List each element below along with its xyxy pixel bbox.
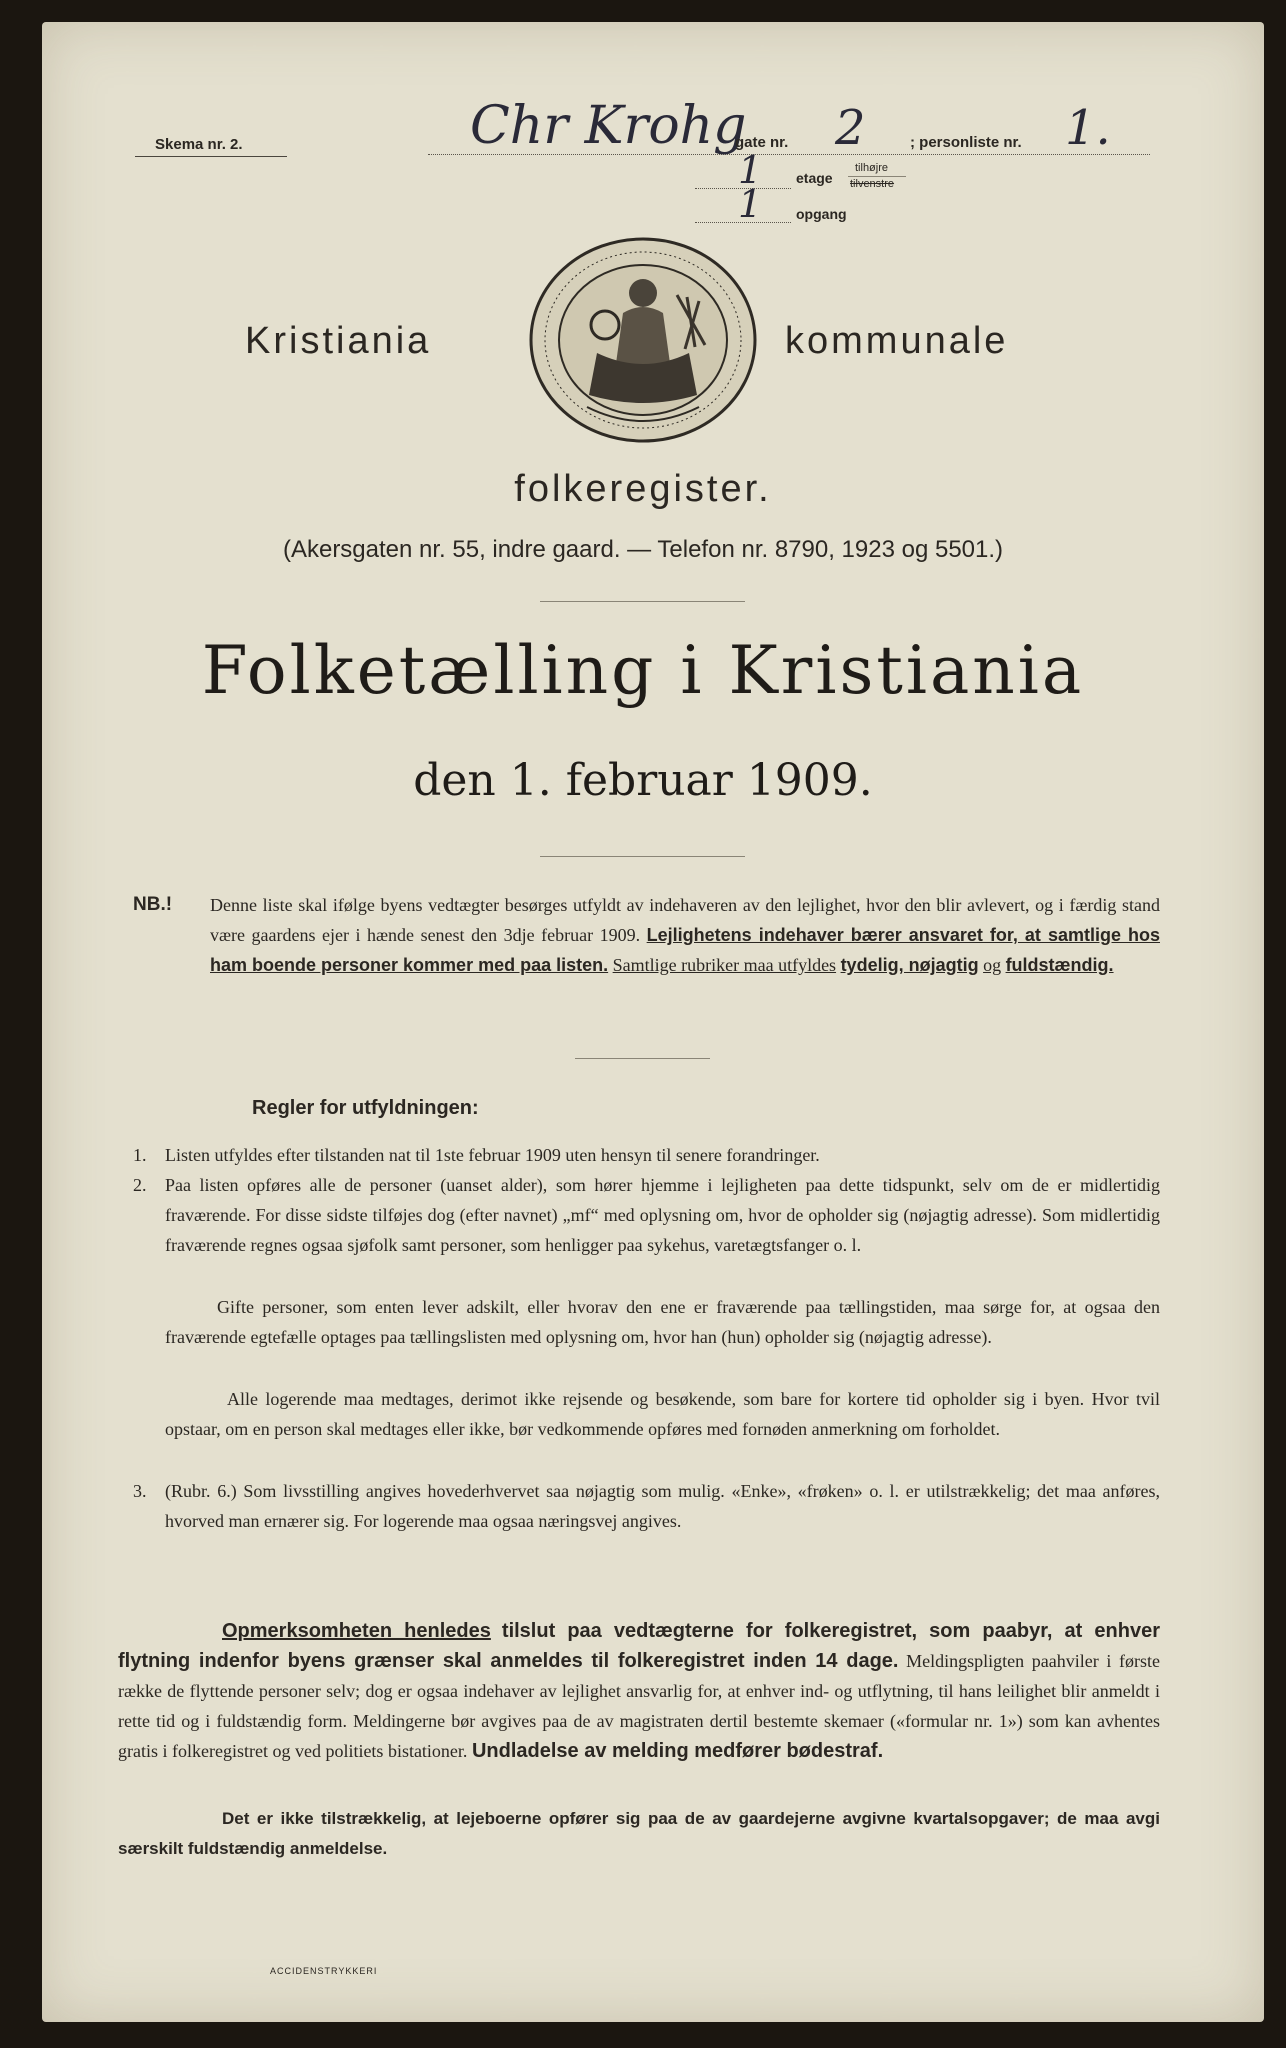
divider-2 — [540, 856, 745, 857]
etage-fraction-line — [848, 176, 906, 177]
rule-3-text: (Rubr. 6.) Som livsstilling angives hovederhvervet saa nøjagtig som mulig. «Enke», «frøken» o. l. er utilstrækkelig; det maa anføres, hvorved man ernærer sig. For logerende maa ogsaa næringsvej angives. — [165, 1481, 1160, 1531]
notice-p4: Det er ikke tilstrækkelig, at lejeboerne opfører sig paa de av gaardejerne avgivne kvartalsopgaver; de maa avgi særskilt fuldstændig anmeldelse. — [118, 1809, 1160, 1858]
masthead-center: folkeregister. — [514, 468, 772, 510]
notice-p1: tilslut paa vedtægterne for folkeregistret, som paabyr, at enhver flytning indenfor byens grænser skal anmeldes til folkeregistret inden 14 dage. — [118, 1620, 1161, 1672]
masthead-right: kommunale — [785, 320, 1009, 362]
rules-heading: Regler for utfyldningen: — [252, 1097, 479, 1119]
rule-2b-text: Gifte personer, som enten lever adskilt, eller hvorav den ene er fraværende paa tællingstiden, maa sørge for, at ogsaa den fraværende egtefælle optages paa tællingslisten med oplysning om, hvor han (hun) opholder sig (nøjagtig adresse). — [165, 1297, 1160, 1347]
main-title: Folketælling i Kristiania — [201, 632, 1085, 709]
etage-number: 1 — [738, 148, 763, 192]
rule-1-number: 1. — [133, 1145, 147, 1165]
rule-3-number: 3. — [133, 1481, 147, 1501]
gate-number: 2 — [835, 100, 866, 156]
rule-2-text: Paa listen opføres alle de personer (uanset alder), som hører hjemme i lejligheten paa dette tidspunkt, selv om de er midlertidig fraværende. For disse sidste tilføjes dog (efter navnet) „mf“ med oplysning om, hvor de opholder sig (nøjagtig adresse). Som midlertidig fraværende regnes ogsaa sjøfolk samt personer, som henligger paa sykehus, varetægtsfanger o. l. — [165, 1175, 1160, 1255]
gate-label: gate nr. — [735, 134, 789, 151]
schema-underline — [135, 156, 287, 157]
opgang-number: 1 — [738, 182, 763, 226]
city-seal-icon — [527, 235, 759, 445]
notice-paragraph — [118, 1616, 1160, 1766]
rule-2-number: 2. — [133, 1175, 147, 1195]
etage-right: tilhøjre — [855, 162, 889, 174]
nb-text-1: Denne liste skal ifølge byens vedtægter besørges utfyldt av indehaveren av den lejlighet, hvor den blir avlevert, og i færdig stand være gaardens ejer i hænde senest den 3dje februar 1909. — [210, 895, 1160, 945]
masthead-left: Kristiania — [245, 320, 432, 362]
notice-lead: Opmerksomheten henledes — [222, 1620, 491, 1642]
divider-1 — [540, 601, 745, 602]
nb-text-2: Samtlige rubriker maa utfyldes — [612, 955, 837, 975]
masthead-address: (Akersgaten nr. 55, indre gaard. — Telefon nr. 8790, 1923 og 5501.) — [282, 536, 1004, 563]
notice-p2: Meldingspligten paahviler i første række de flyttende personer selv; dog er ogsaa indehaver av lejlighet ansvarlig for, at enhver ind- og utflytning, til hans leilighet blir anmeldt i rette tid og i fuldstændig form. Meldingerne bør avgives paa de av magistraten dertil bestemte skemaer («formular nr. 1») som kan avhentes gratis i folkeregistret og ved politiets bistationer. — [118, 1651, 1160, 1761]
nb-paragraph — [210, 890, 1160, 980]
opgang-label: opgang — [796, 206, 847, 222]
rule-1-text: Listen utfyldes efter tilstanden nat til 1ste februar 1909 uten hensyn til senere forandringer. — [165, 1145, 820, 1165]
nb-bold-1: Lejlighetens indehaver bærer ansvaret for, at samtlige hos ham boende personer kommer med paa listen. — [210, 925, 1160, 975]
title-date: den 1. februar 1909. — [413, 755, 873, 806]
personliste-number: 1. — [1065, 100, 1111, 156]
etage-label: etage — [796, 170, 833, 186]
printer-mark: ACCIDENSTRYKKERI — [270, 1966, 378, 1976]
nb-bold-3: fuldstændig. — [1005, 955, 1114, 975]
nb-label: NB.! — [133, 894, 173, 915]
nb-bold-2: tydelig, nøjagtig — [840, 955, 979, 975]
rule-2c-text: Alle logerende maa medtages, derimot ikke rejsende og besøkende, som bare for kortere tid opholder sig i byen. Hvor tvil opstaar, om en person skal medtages eller ikke, bør vedkommende opføres med fornøden anmerkning om forholdet. — [165, 1389, 1160, 1439]
etage-left: tilvenstre — [850, 178, 895, 190]
schema-label: Skema nr. 2. — [155, 136, 243, 153]
personliste-label: ; personliste nr. — [910, 134, 1022, 151]
notice-p3: Undladelse av melding medfører bødestraf. — [471, 1740, 884, 1762]
street-handwritten: Chr Krohg — [470, 96, 747, 156]
divider-3 — [575, 1058, 710, 1059]
nb-text-3: og — [983, 955, 1002, 975]
